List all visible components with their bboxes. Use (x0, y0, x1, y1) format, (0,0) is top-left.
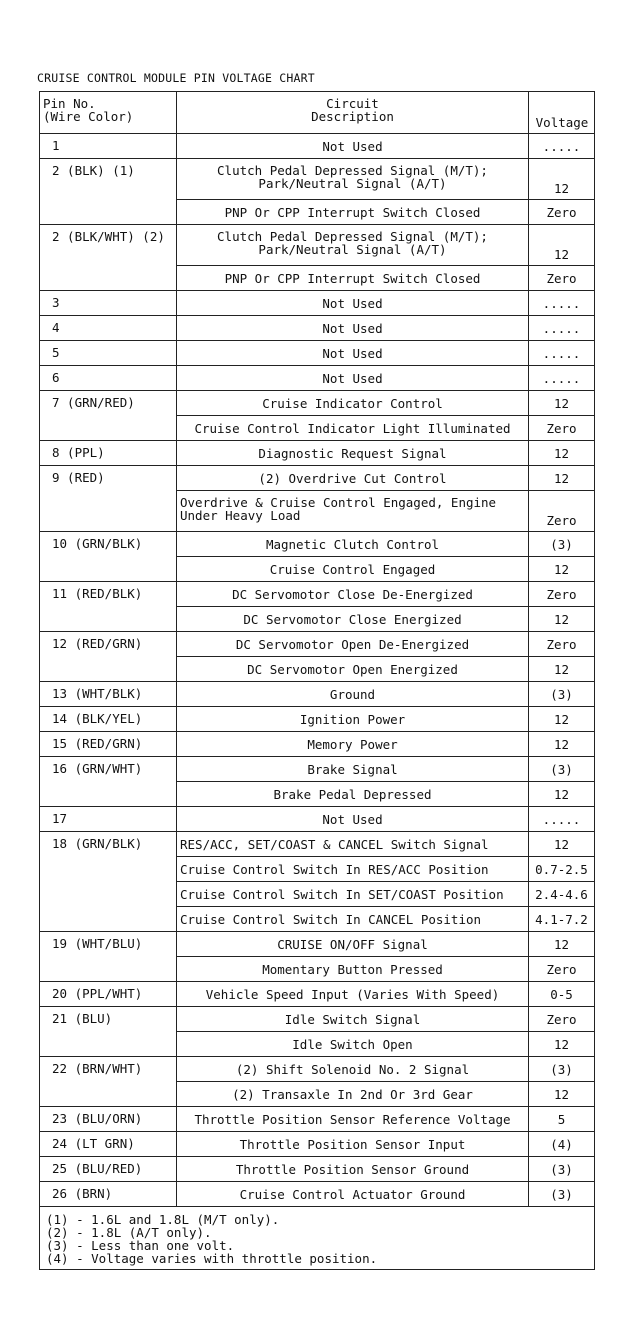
pin-cell: 21 (BLU) (40, 1007, 177, 1057)
circuit-description-line: Park/Neutral Signal (A/T) (258, 176, 447, 191)
voltage-cell: Zero (529, 1007, 595, 1032)
voltage-cell: Zero (529, 632, 595, 657)
table-row (40, 225, 595, 266)
pin-cell: 8 (PPL) (40, 441, 177, 466)
circuit-description-line: Throttle Position Sensor Ground (235, 1161, 470, 1177)
circuit-description-line: Not Used (322, 370, 383, 386)
circuit-description-line: Memory Power (307, 736, 398, 752)
circuit-description-cell (177, 782, 529, 807)
circuit-description-line: (2) Shift Solenoid No. 2 Signal (235, 1061, 470, 1077)
circuit-description-cell (177, 1057, 529, 1082)
pin-cell: 23 (BLU/ORN) (40, 1107, 177, 1132)
circuit-description-line: PNP Or CPP Interrupt Switch Closed (224, 204, 481, 220)
circuit-description-cell (177, 807, 529, 832)
circuit-description-cell (177, 732, 529, 757)
voltage-cell: ..... (529, 366, 595, 391)
circuit-header (177, 92, 529, 134)
circuit-description-line: Magnetic Clutch Control (265, 536, 440, 552)
circuit-description-cell (177, 134, 529, 159)
notes-row (40, 1207, 595, 1270)
table-row (40, 1057, 595, 1082)
circuit-description-line: Momentary Button Pressed (262, 961, 443, 977)
voltage-cell: (3) (529, 532, 595, 557)
pin-cell: 11 (RED/BLK) (40, 582, 177, 632)
circuit-description-cell (177, 532, 529, 557)
table-row (40, 441, 595, 466)
voltage-cell: 12 (529, 391, 595, 416)
pin-cell: 2 (BLK) (1) (40, 159, 177, 225)
pin-cell: 4 (40, 316, 177, 341)
table-row (40, 807, 595, 832)
header-row (40, 92, 595, 134)
footnote-line: (3) - Less than one volt. (46, 1238, 235, 1253)
circuit-description-line: DC Servomotor Close Energized (243, 611, 462, 627)
footnote-line: (4) - Voltage varies with throttle position. (46, 1251, 378, 1266)
circuit-description-cell (177, 441, 529, 466)
pin-cell: 5 (40, 341, 177, 366)
circuit-description-cell (177, 682, 529, 707)
circuit-description-cell (177, 316, 529, 341)
voltage-cell: ..... (529, 341, 595, 366)
circuit-description-cell (177, 857, 529, 882)
table-row (40, 291, 595, 316)
circuit-description-cell (177, 366, 529, 391)
circuit-description-cell (177, 1157, 529, 1182)
voltage-cell: Zero (529, 957, 595, 982)
voltage-cell: 12 (529, 657, 595, 682)
voltage-cell: 12 (529, 466, 595, 491)
pin-cell: 20 (PPL/WHT) (40, 982, 177, 1007)
circuit-description-cell (177, 632, 529, 657)
circuit-description-line: Vehicle Speed Input (Varies With Speed) (205, 986, 500, 1002)
circuit-description-cell (177, 707, 529, 732)
footnote-line: (1) - 1.6L and 1.8L (M/T only). (46, 1212, 280, 1227)
voltage-cell: 4.1-7.2 (529, 907, 595, 932)
circuit-description-cell (177, 1182, 529, 1207)
table-row (40, 982, 595, 1007)
voltage-cell: 12 (529, 707, 595, 732)
voltage-cell: 12 (529, 782, 595, 807)
voltage-cell: 12 (529, 832, 595, 857)
circuit-description-cell (177, 1082, 529, 1107)
circuit-header-line-2: Description (311, 109, 394, 124)
pin-cell: 16 (GRN/WHT) (40, 757, 177, 807)
circuit-description-line: Cruise Control Switch In CANCEL Position (180, 911, 482, 927)
voltage-header: Voltage (529, 92, 595, 134)
voltage-cell: ..... (529, 807, 595, 832)
voltage-cell: 12 (529, 1082, 595, 1107)
pin-header (40, 92, 177, 134)
pin-cell: 2 (BLK/WHT) (2) (40, 225, 177, 291)
pin-cell: 3 (40, 291, 177, 316)
voltage-cell: (3) (529, 1057, 595, 1082)
pin-header-line-2: (Wire Color) (43, 109, 134, 124)
circuit-description-cell (177, 557, 529, 582)
pin-cell: 15 (RED/GRN) (40, 732, 177, 757)
pin-cell: 19 (WHT/BLU) (40, 932, 177, 982)
circuit-description-cell (177, 1032, 529, 1057)
circuit-description-cell (177, 1007, 529, 1032)
table-row (40, 366, 595, 391)
circuit-description-cell (177, 291, 529, 316)
circuit-description-cell (177, 832, 529, 857)
circuit-description-line: Clutch Pedal Depressed Signal (M/T); (217, 229, 488, 244)
pin-cell: 25 (BLU/RED) (40, 1157, 177, 1182)
pin-voltage-table (39, 91, 595, 1270)
voltage-cell: 12 (529, 932, 595, 957)
voltage-cell: 5 (529, 1107, 595, 1132)
circuit-description-cell (177, 391, 529, 416)
voltage-cell: (3) (529, 1182, 595, 1207)
voltage-cell: 12 (529, 159, 595, 200)
circuit-description-line: DC Servomotor Open De-Energized (235, 636, 470, 652)
pin-cell: 13 (WHT/BLK) (40, 682, 177, 707)
circuit-description-line: Idle Switch Signal (284, 1011, 421, 1027)
table-row (40, 582, 595, 607)
chart-title: CRUISE CONTROL MODULE PIN VOLTAGE CHART (37, 71, 315, 85)
circuit-description-line: CRUISE ON/OFF Signal (277, 936, 428, 952)
pin-cell: 1 (40, 134, 177, 159)
circuit-description-cell (177, 225, 529, 266)
circuit-description-cell (177, 416, 529, 441)
voltage-cell: Zero (529, 200, 595, 225)
circuit-description-line: Overdrive & Cruise Control Engaged, Engine (180, 495, 497, 510)
pin-cell: 24 (LT GRN) (40, 1132, 177, 1157)
circuit-description-line: Not Used (322, 811, 383, 827)
pin-cell: 10 (GRN/BLK) (40, 532, 177, 582)
circuit-description-line: Park/Neutral Signal (A/T) (258, 242, 447, 257)
voltage-cell: 12 (529, 607, 595, 632)
pin-cell: 26 (BRN) (40, 1182, 177, 1207)
circuit-description-line: Not Used (322, 138, 383, 154)
circuit-description-line: Cruise Control Switch In RES/ACC Position (180, 861, 489, 877)
table-row (40, 341, 595, 366)
circuit-description-line: (2) Transaxle In 2nd Or 3rd Gear (232, 1086, 473, 1102)
voltage-cell: Zero (529, 416, 595, 441)
voltage-cell: (3) (529, 682, 595, 707)
circuit-description-line: Cruise Control Indicator Light Illuminated (194, 420, 511, 436)
pin-cell: 18 (GRN/BLK) (40, 832, 177, 932)
voltage-cell: 0.7-2.5 (529, 857, 595, 882)
circuit-description-cell (177, 1132, 529, 1157)
pin-voltage-table-container (39, 91, 594, 1266)
circuit-description-line: (2) Overdrive Cut Control (258, 470, 447, 486)
table-row (40, 1182, 595, 1207)
circuit-description-cell (177, 466, 529, 491)
circuit-description-line: Diagnostic Request Signal (258, 445, 447, 461)
circuit-description-line: DC Servomotor Close De-Energized (232, 586, 473, 602)
voltage-cell: ..... (529, 316, 595, 341)
pin-cell: 22 (BRN/WHT) (40, 1057, 177, 1107)
table-row (40, 1132, 595, 1157)
table-row (40, 732, 595, 757)
table-row (40, 757, 595, 782)
circuit-description-cell (177, 607, 529, 632)
voltage-cell: 12 (529, 557, 595, 582)
table-row (40, 159, 595, 200)
voltage-cell: (3) (529, 757, 595, 782)
table-row (40, 316, 595, 341)
voltage-cell: Zero (529, 582, 595, 607)
pin-cell: 12 (RED/GRN) (40, 632, 177, 682)
voltage-cell: Zero (529, 266, 595, 291)
footnotes (40, 1207, 595, 1270)
pin-cell: 6 (40, 366, 177, 391)
circuit-description-cell (177, 159, 529, 200)
circuit-description-line: Cruise Indicator Control (262, 395, 443, 411)
circuit-description-line: Idle Switch Open (292, 1036, 413, 1052)
circuit-description-cell (177, 200, 529, 225)
table-row (40, 832, 595, 857)
circuit-description-line: Throttle Position Sensor Input (239, 1136, 466, 1152)
circuit-description-line: DC Servomotor Open Energized (247, 661, 458, 677)
voltage-cell: (4) (529, 1132, 595, 1157)
voltage-cell: 12 (529, 225, 595, 266)
circuit-description-cell (177, 907, 529, 932)
circuit-description-cell (177, 932, 529, 957)
voltage-cell: 0-5 (529, 982, 595, 1007)
table-row (40, 707, 595, 732)
circuit-description-line: Ignition Power (299, 711, 406, 727)
pin-cell: 17 (40, 807, 177, 832)
circuit-description-line: Cruise Control Switch In SET/COAST Position (180, 886, 504, 902)
circuit-description-line: Cruise Control Engaged (269, 561, 436, 577)
voltage-cell: Zero (529, 491, 595, 532)
circuit-description-line: Not Used (322, 295, 383, 311)
table-row (40, 1007, 595, 1032)
table-row (40, 134, 595, 159)
table-row (40, 391, 595, 416)
voltage-cell: 12 (529, 441, 595, 466)
pin-cell: 9 (RED) (40, 466, 177, 532)
voltage-cell: (3) (529, 1157, 595, 1182)
circuit-description-line: Under Heavy Load (180, 508, 301, 523)
footnote-line: (2) - 1.8L (A/T only). (46, 1225, 212, 1240)
voltage-cell: 12 (529, 732, 595, 757)
voltage-cell: 12 (529, 1032, 595, 1057)
table-row (40, 1157, 595, 1182)
circuit-description-cell (177, 657, 529, 682)
pin-cell: 14 (BLK/YEL) (40, 707, 177, 732)
circuit-description-cell (177, 582, 529, 607)
table-row (40, 466, 595, 491)
table-row (40, 532, 595, 557)
circuit-description-cell (177, 982, 529, 1007)
circuit-description-line: Cruise Control Actuator Ground (239, 1186, 466, 1202)
circuit-description-cell (177, 757, 529, 782)
circuit-description-line: Brake Signal (307, 761, 398, 777)
table-row (40, 682, 595, 707)
circuit-description-line: Brake Pedal Depressed (273, 786, 432, 802)
circuit-description-line: Not Used (322, 320, 383, 336)
table-row (40, 1107, 595, 1132)
circuit-description-cell (177, 957, 529, 982)
circuit-description-cell (177, 341, 529, 366)
circuit-description-line: Ground (329, 686, 376, 702)
voltage-cell: ..... (529, 134, 595, 159)
pin-header-line-1: Pin No. (43, 96, 96, 111)
circuit-description-line: PNP Or CPP Interrupt Switch Closed (224, 270, 481, 286)
table-body (40, 134, 595, 1207)
circuit-description-cell (177, 266, 529, 291)
circuit-description-cell (177, 882, 529, 907)
circuit-description-line: RES/ACC, SET/COAST & CANCEL Switch Signal (180, 836, 489, 852)
pin-cell: 7 (GRN/RED) (40, 391, 177, 441)
circuit-description-line: Clutch Pedal Depressed Signal (M/T); (217, 163, 488, 178)
circuit-description-line: Not Used (322, 345, 383, 361)
table-row (40, 632, 595, 657)
voltage-cell: 2.4-4.6 (529, 882, 595, 907)
circuit-description-cell (177, 1107, 529, 1132)
table-row (40, 932, 595, 957)
voltage-cell: ..... (529, 291, 595, 316)
circuit-header-line-1: Circuit (326, 96, 379, 111)
circuit-description-cell (177, 491, 529, 532)
circuit-description-line: Throttle Position Sensor Reference Voltage (194, 1111, 511, 1127)
